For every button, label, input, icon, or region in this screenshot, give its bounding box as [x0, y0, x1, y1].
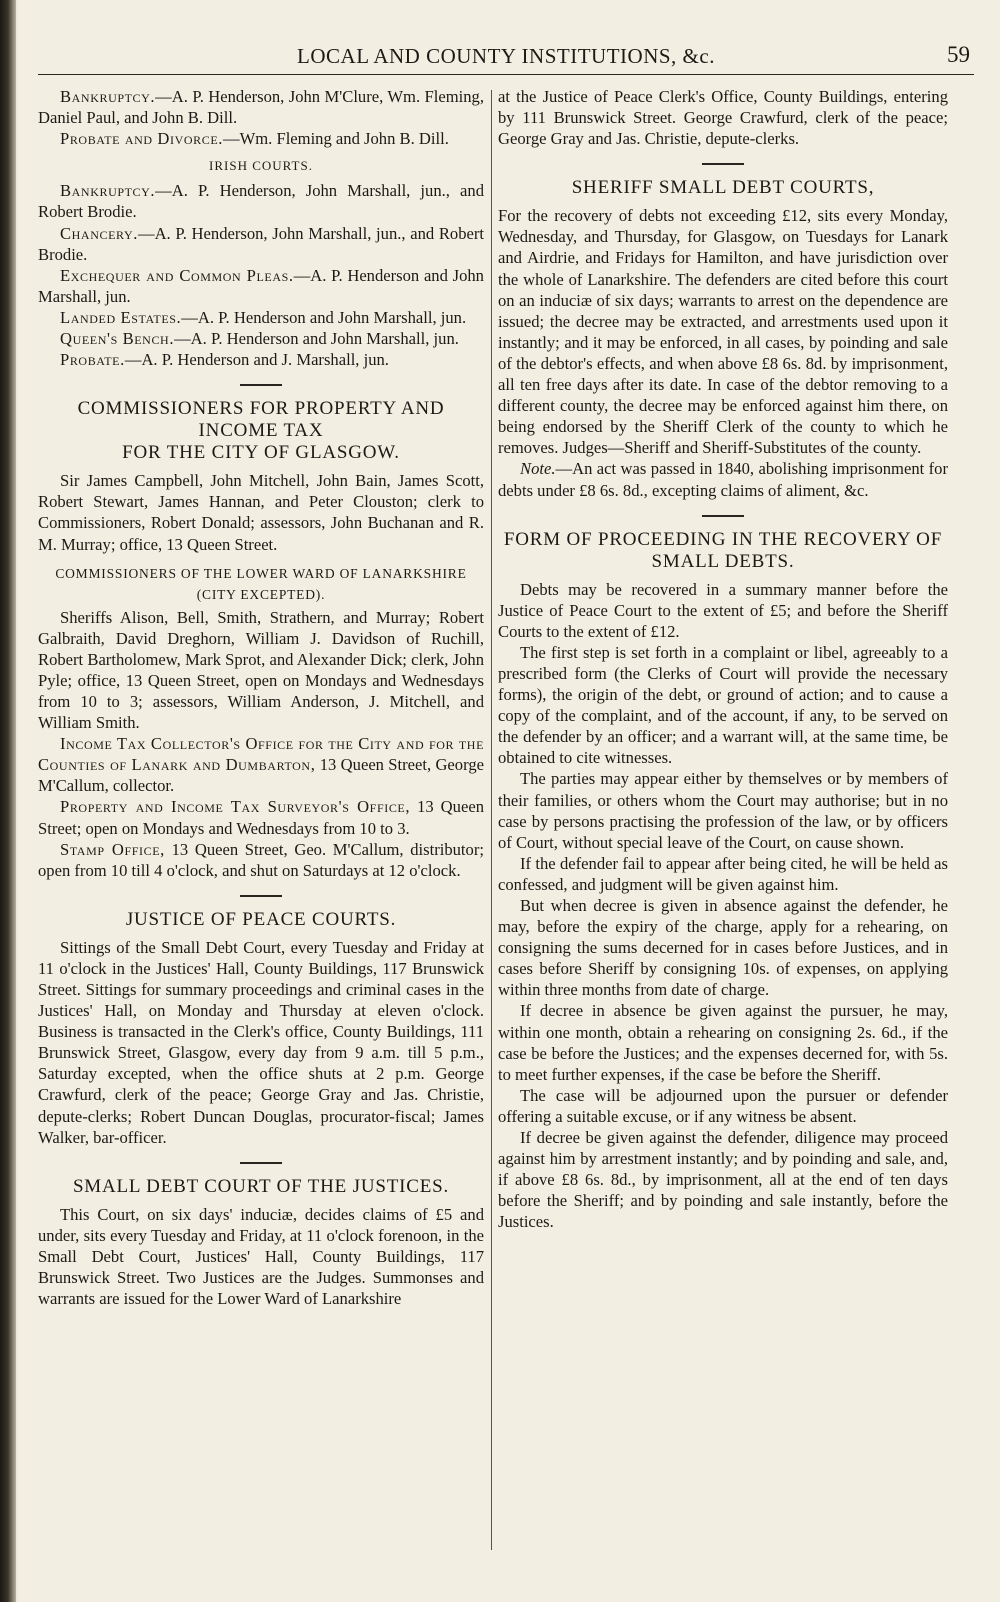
- entry-text: 13 Queen Street, George M'Callum, collector.: [38, 755, 484, 796]
- entry-text: 13 Queen Street; open on Mondays and Wednesdays from 10 to 3.: [38, 797, 484, 838]
- surveyor-office-entry: [38, 796, 484, 838]
- entry-exchequer: [38, 265, 484, 307]
- form-paragraph-7: The case will be adjourned upon the pursuer or defender offering a suitable excuse, or if any witness be absent.: [498, 1085, 948, 1126]
- running-header-title: LOCAL AND COUNTY INSTITUTIONS, &c.: [297, 44, 715, 68]
- commissioners-heading: [38, 398, 484, 464]
- form-of-proceeding-heading: FORM OF PROCEEDING IN THE RECOVERY OF SMALL DEBTS.: [503, 528, 943, 572]
- entry-text: —A. P. Henderson and J. Marshall, jun.: [124, 350, 389, 370]
- entry-text: —Wm. Fleming and John B. Dill.: [223, 129, 449, 149]
- entry-label: Bankruptcy.: [60, 87, 156, 106]
- form-paragraph-4: If the defender fail to appear after being cited, he will be held as confessed, and judgment will be given against him.: [498, 853, 948, 894]
- form-paragraph-1: Debts may be recovered in a summary manner before the Justice of Peace Court to the extent of £5; and before the Sheriff Courts to the extent of £12.: [498, 579, 948, 641]
- sheriff-small-debt-heading: SHERIFF SMALL DEBT COURTS,: [571, 177, 875, 199]
- entry-probate-divorce: [38, 128, 484, 149]
- lower-ward-text: Sheriffs Alison, Bell, Smith, Strathern, and Murray; Robert Galbraith, David Dreghorn, William J. Davidson of Ruchill, Robert Bartholomew, Mark Sprot, and Alexander Dick; clerk, John Pyle; office, 13 Queen Street, open on Mondays and Wednesdays from 10 to 3; assessors, William Anderson, J. Mitchell, and William Smith.: [38, 607, 484, 733]
- note-label: Note.: [520, 459, 556, 479]
- commissioners-text: Sir James Campbell, John Mitchell, John Bain, James Scott, Robert Stewart, James Hannan, and Peter Clouston; clerk to Commissioners, Robert Donald; assessors, John Buchanan and R. M. Murray; office, 13 Queen Street.: [38, 471, 484, 554]
- entry-text: 13 Queen Street, Geo. M'Callum, distributor; open from 10 till 4 o'clock, and shut on Saturdays at 12 o'clock.: [38, 839, 484, 880]
- commissioners-heading-line-2: FOR THE CITY OF GLASGOW.: [122, 442, 400, 464]
- continued-text: at the Justice of Peace Clerk's Office, County Buildings, entering by 111 Brunswick Street. George Crawfurd, clerk of the peace; George Gray and Jas. Christie, depute-clerks.: [498, 87, 948, 149]
- small-debt-court-text: This Court, on six days' induciæ, decides claims of £5 and under, sits every Tuesday and Friday, at 11 o'clock forenoon, in the Small Debt Court, Justices' Hall, County Buildings, 117 Brunswick Street. Two Justices are the Judges. Summonses and warrants are issued for the Lower Ward of Lanarkshire: [38, 1204, 484, 1309]
- justice-of-peace-heading: JUSTICE OF PEACE COURTS.: [125, 908, 397, 930]
- lower-ward-heading: COMMISSIONERS OF THE LOWER WARD OF LANARKSHIRE (CITY EXCEPTED).: [55, 565, 467, 602]
- entry-text: —A. P. Henderson, John Marshall, jun., and Robert Brodie.: [38, 181, 484, 222]
- section-rule: [702, 515, 744, 517]
- running-header: [38, 40, 974, 75]
- small-debt-court-heading: SMALL DEBT COURT OF THE JUSTICES.: [72, 1175, 450, 1197]
- entry-bankruptcy-irish: [38, 180, 484, 222]
- commissioners-heading-line-1: COMMISSIONERS FOR PROPERTY AND INCOME TAX: [77, 398, 445, 442]
- form-paragraph-5: But when decree is given in absence against the defender, he may, before the expiry of the charge, apply for a rehearing, on consigning the sums decerned for in cases before Justices, and in cases before Sheriff by consigning 10s. of expenses, on applying within three months from date of charge.: [498, 896, 948, 1000]
- entry-label: Chancery.: [60, 223, 138, 243]
- form-paragraph-6: If decree in absence be given against the pursuer, he may, within one month, obtain a rehearing on consigning 2s. 6d., if the case be before the Justices; and the expenses decerned for, with 5s. to meet further expenses, if the case be before the Sheriff.: [498, 1001, 948, 1084]
- entry-label: Stamp Office,: [60, 839, 165, 859]
- entry-label: Probate and Divorce.: [60, 129, 223, 149]
- entry-text: —A. P. Henderson and John Marshall, jun.: [174, 329, 459, 349]
- entry-text: —A. P. Henderson and John Marshall, jun.: [181, 307, 467, 327]
- entry-bankruptcy-english: [38, 86, 484, 128]
- entry-chancery: [38, 223, 484, 265]
- entry-label: Landed Estates.: [60, 307, 182, 327]
- entry-text: —A. P. Henderson and John Marshall, jun.: [38, 265, 484, 306]
- form-paragraph-3: The parties may appear either by themselves or by members of their families, or others whom the Court may authorise; but in no case by persons practising the profession of the law, or by officers of Court, without special leave of the Court, on cause shown.: [498, 769, 948, 852]
- section-rule: [240, 1162, 282, 1164]
- entry-queens-bench: [38, 328, 484, 349]
- entry-text: —A. P. Henderson, John Marshall, jun., and Robert Brodie.: [38, 223, 484, 264]
- section-rule: [702, 163, 744, 165]
- sheriff-small-debt-text: For the recovery of debts not exceeding £12, sits every Monday, Wednesday, and Thursday, for Glasgow, on Tuesdays for Lanark and Airdrie, and Fridays for Hamilton, and have jurisdiction over the whole of Lanarkshire. The defenders are cited before this court on an induciæ of six days; warrants to arrest on the dependence are issued; the decree may be extracted, and arrestments used upon it instantly; and it may be enforced, in all cases, by poinding and sale of the debtor's effects, and when above £8 6s. 8d. by imprisonment, all ten free days after its date. In case of the debtor removing to a different county, the decree may be enforced against him there, on being endorsed by the Sheriff Clerk of the county to which he removes. Judges—Sheriff and Sheriff-Substitutes of the county.: [498, 206, 948, 458]
- entry-probate: [38, 349, 484, 370]
- section-rule: [240, 895, 282, 897]
- note-entry: [498, 458, 948, 500]
- page-number: 59: [947, 42, 970, 67]
- form-paragraph-2: The first step is set forth in a complaint or libel, agreeably to a prescribed form (the Clerks of Court will provide the necessary forms), the origin of the debt, or ground of action; and to cause a copy of the complaint, and of the account, if any, to be served on the defender by an officer; and a warrant will, at the same time, be obtained to cite witnesses.: [498, 642, 948, 768]
- right-column: [498, 86, 948, 1233]
- irish-courts-heading: IRISH COURTS.: [209, 158, 313, 174]
- entry-label: Exchequer and Common Pleas.: [60, 265, 294, 285]
- column-divider: [491, 90, 492, 1550]
- book-binding-edge: [0, 0, 16, 1602]
- stamp-office-entry: [38, 839, 484, 881]
- section-rule: [240, 384, 282, 386]
- form-paragraph-8: If decree be given against the defender, diligence may proceed against him by arrestment instantly; and by poinding and sale, and, if above £8 6s. 8d., by imprisonment, all at the end of ten days before the Sheriff; and by poinding and sale instantly, before the Justices.: [498, 1128, 948, 1232]
- justice-of-peace-text: Sittings of the Small Debt Court, every Tuesday and Friday at 11 o'clock in the Justices' Hall, County Buildings, 117 Brunswick Street. Sittings for summary proceedings and criminal cases in the Justices' Hall, on Monday and Thursday at eleven o'clock. Business is transacted in the Clerk's office, County Buildings, 111 Brunswick Street, Glasgow, every day from 9 a.m. till 5 p.m., Saturday excepted, when the office shuts at 2 p.m. George Crawfurd, clerk of the peace; George Gray and Jas. Christie, depute-clerks; Robert Duncan Douglas, procurator-fiscal; James Walker, bar-officer.: [38, 937, 484, 1147]
- entry-label: Probate.: [60, 350, 125, 370]
- entry-label: Property and Income Tax Surveyor's Office,: [60, 797, 411, 817]
- left-column: [38, 86, 484, 1309]
- entry-landed-estates: [38, 307, 484, 328]
- entry-label: Queen's Bench.: [60, 329, 175, 349]
- entry-text: —A. P. Henderson, John M'Clure, Wm. Fleming, Daniel Paul, and John B. Dill.: [38, 87, 484, 128]
- collector-office-entry: [38, 733, 484, 796]
- entry-label: Bankruptcy.: [60, 181, 156, 201]
- entry-label: Income Tax Collector's Office for the City and for the Counties of Lanark and Dumbarton,: [38, 734, 484, 775]
- note-text: —An act was passed in 1840, abolishing imprisonment for debts under £8 6s. 8d., excepting claims of aliment, &c.: [498, 459, 948, 500]
- book-page: [18, 0, 1000, 1602]
